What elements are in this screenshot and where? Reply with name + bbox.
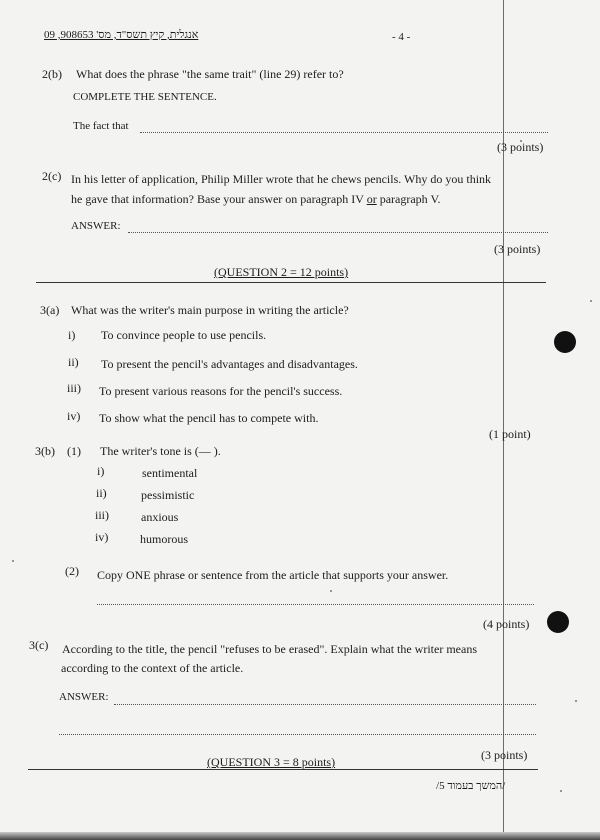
page-number: - 4 -: [392, 31, 411, 43]
q2b-instruction: COMPLETE THE SENTENCE.: [73, 91, 217, 103]
q3a-option-num: iv): [67, 409, 81, 423]
q3a-option-text: To present the pencil's advantages and disadvantages.: [101, 357, 358, 371]
exam-code-hebrew: אנגלית, קיץ תשס"ד, מס' 908653, 09: [44, 29, 199, 41]
q2b-points: (3 points): [497, 140, 544, 154]
q3a-option-num: i): [68, 328, 76, 342]
q3a-option-text: To show what the pencil has to compete with.: [99, 411, 319, 425]
scan-fold-line: [503, 0, 504, 840]
q3b-option-num: ii): [96, 486, 107, 500]
q2c-line2: he gave that information? Base your answer on paragraph IV or paragraph V.: [71, 192, 441, 206]
q3a-option-text: To present various reasons for the pencil's success.: [99, 384, 343, 398]
q2b-answer-line[interactable]: [140, 132, 548, 133]
q3a-option-num: ii): [68, 355, 79, 369]
q3b-option-num: iv): [95, 530, 109, 544]
punch-hole-mark: [554, 331, 576, 353]
q3c-answer-line-2[interactable]: [59, 734, 536, 735]
q3a-points: (1 point): [489, 427, 531, 441]
q3b-option-text: pessimistic: [141, 488, 195, 502]
q3b-number: 3(b): [35, 444, 55, 458]
q2b-prompt: What does the phrase "the same trait" (line 29) refer to?: [76, 67, 344, 81]
q3b-option-num: iii): [95, 508, 109, 522]
q3b-option-text: anxious: [141, 510, 179, 524]
q3a-number: 3(a): [40, 303, 60, 317]
q3b-part2-num: (2): [65, 564, 79, 578]
q3b-points: (4 points): [483, 617, 530, 631]
q3b-option-text: sentimental: [142, 466, 198, 480]
q3b-option-num: i): [97, 464, 105, 478]
q2c-points: (3 points): [494, 242, 541, 256]
q3c-answer-line[interactable]: [114, 704, 536, 705]
q3a-option-text: To convince people to use pencils.: [101, 328, 267, 342]
q2c-answer-label: ANSWER:: [71, 220, 121, 232]
q3b-answer-line[interactable]: [97, 604, 534, 605]
q3b-part1-num: (1): [67, 444, 81, 458]
q2-total: (QUESTION 2 = 12 points): [214, 265, 349, 279]
punch-hole-mark: [547, 611, 569, 633]
q2b-answer-lead: The fact that: [73, 120, 129, 132]
q3b-part1-prompt: The writer's tone is (— ).: [100, 444, 221, 458]
q2b-number: 2(b): [42, 67, 62, 81]
q3b-option-text: humorous: [140, 532, 188, 546]
q2c-answer-line[interactable]: [128, 232, 548, 233]
q3a-prompt: What was the writer's main purpose in writing the article?: [71, 303, 349, 317]
q3a-option-num: iii): [67, 381, 81, 395]
q2-divider: [36, 282, 546, 283]
q3c-line2: according to the context of the article.: [61, 661, 244, 675]
q3-total: (QUESTION 3 = 8 points): [207, 755, 336, 769]
continued-note: /המשך בעמוד 5/: [436, 780, 506, 792]
q3c-number: 3(c): [29, 638, 49, 652]
q3b-part2-prompt: Copy ONE phrase or sentence from the article that supports your answer.: [97, 568, 449, 582]
q2c-number: 2(c): [42, 169, 62, 183]
q3c-line1: According to the title, the pencil "refuses to be erased". Explain what the writer means: [62, 642, 477, 656]
scan-edge-shadow: [0, 832, 600, 840]
q3c-points: (3 points): [481, 748, 528, 762]
q3c-answer-label: ANSWER:: [59, 691, 109, 703]
q2c-line1: In his letter of application, Philip Miller wrote that he chews pencils. Why do you think: [71, 172, 492, 186]
